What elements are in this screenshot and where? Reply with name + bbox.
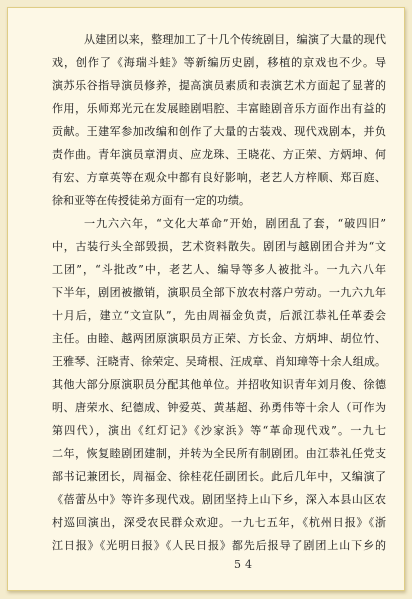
page-body xyxy=(52,28,386,557)
text-line: 其他大部分原演职员分配其他单位。并招收知识青年刘月俊、徐德 xyxy=(52,378,386,391)
text-line: 江日报》《光明日报》《人民日报》都先后报导了剧团上山下乡的 xyxy=(52,539,386,552)
text-line: 十月后，建立“文宣队”，先由周福金负责，后派江恭礼任革委会 xyxy=(52,309,386,322)
text-line: 一九六六年，“文化大革命”开始，剧团乱了套，“破四旧” xyxy=(84,217,386,230)
text-line: 贡献。王建军参加改编和创作了大量的古装戏、现代戏剧本，并负 xyxy=(52,125,386,138)
text-line: 下半年，剧团被撤销，演职员全部下放农村落户劳动。一九六九年 xyxy=(52,286,386,299)
paragraph xyxy=(52,28,386,212)
text-line: 从建团以来，整理加工了十几个传统剧目，编演了大量的现代 xyxy=(84,33,386,46)
text-line: 中，古装行头全部毁损，艺术资料散失。剧团与越剧团合并为“文 xyxy=(52,240,386,253)
text-line: 第四代），演出《红灯记》《沙家浜》等“革命现代戏”。一九七 xyxy=(52,424,386,437)
text-line: 部书记兼团长，周福金、徐桂花任副团长。此后几年中，又编演了 xyxy=(52,470,386,483)
page-number: 54 xyxy=(234,558,256,571)
text-line: 作用，乐师郑光元在发展睦剧唱腔、丰富睦剧音乐方面作出有益的 xyxy=(52,102,386,115)
paragraph xyxy=(52,212,386,557)
text-line: 演苏乐谷指导演员修养，提高演员素质和表演艺术方面起了显著的 xyxy=(52,79,386,92)
text-line: 王雅琴、汪晓青、徐荣定、吴琦根、汪成章、肖知璋等十余人组成。 xyxy=(52,355,386,368)
text-line: 《蓓蕾丛中》等许多现代戏。剧团坚持上山下乡，深入本县山区农 xyxy=(52,493,386,506)
text-line: 二年，恢复睦剧团建制，并转为全民所有制剧团。由江恭礼任党支 xyxy=(52,447,386,460)
book-page xyxy=(7,7,405,591)
text-line: 徐和亚等在传授徒弟方面有一定的功绩。 xyxy=(52,194,250,207)
text-line: 责作曲。青年演员章渭贞、应龙珠、王晓花、方正荣、方炳坤、何 xyxy=(52,148,386,161)
text-line: 戏，创作了《海瑞斗蛙》等新编历史剧，移植的京戏也不少。导 xyxy=(52,56,386,69)
text-line: 村巡回演出，深受农民群众欢迎。一九七五年，《杭州日报》《浙 xyxy=(52,516,386,529)
text-line: 工团”，“斗批改”中，老艺人、编导等多人被批斗。一九六八年 xyxy=(52,263,386,276)
text-line: 明、唐荣水、纪德成、钟爱英、黄基超、孙勇伟等十余人（可作为 xyxy=(52,401,386,414)
text-line: 主任。由睦、越两团原演职员方正荣、方长金、方炳坤、胡位竹、 xyxy=(52,332,386,345)
text-line: 有宏、方章英等在观众中都有良好影响，老艺人方梓顺、郑百庭、 xyxy=(52,171,386,184)
